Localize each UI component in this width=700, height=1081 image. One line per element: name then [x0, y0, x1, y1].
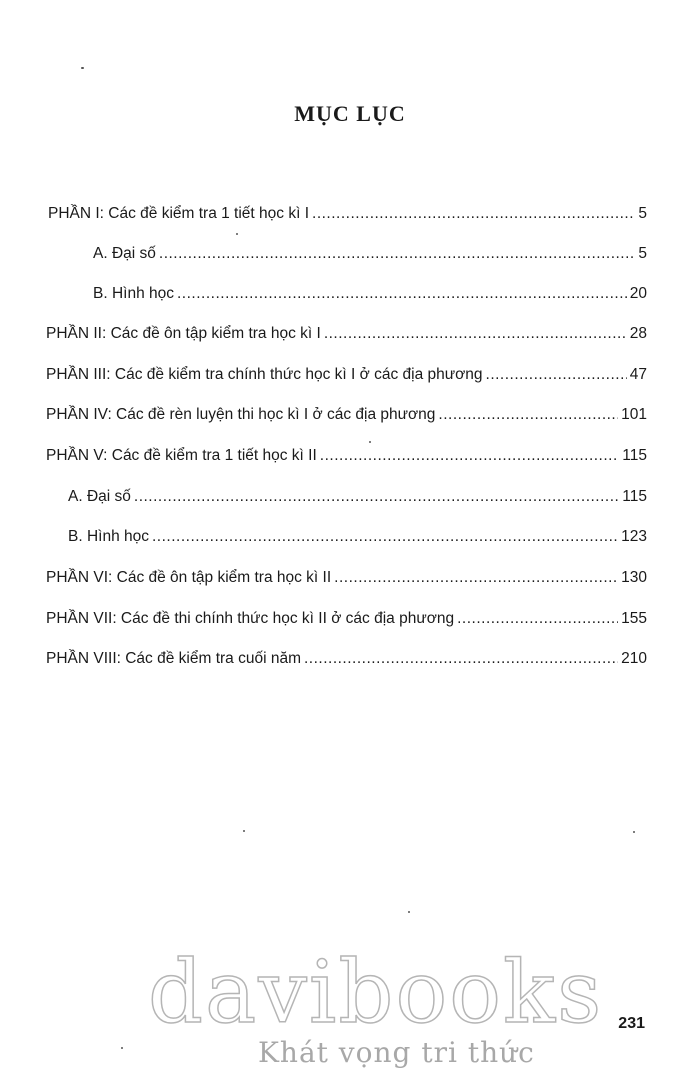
toc-leader-dots	[152, 526, 618, 548]
toc-entry-page: 123	[621, 528, 647, 545]
toc-leader-dots	[320, 445, 620, 467]
toc-leader-dots	[159, 243, 635, 265]
watermark-logo: davibooks	[148, 943, 604, 1043]
toc-entry-label: PHẦN VIII: Các đề kiểm tra cuối năm	[46, 650, 301, 667]
toc-entry-page: 5	[638, 245, 647, 262]
page-number: 231	[618, 1015, 645, 1032]
toc-leader-dots	[438, 404, 618, 426]
toc-entry-page: 101	[621, 406, 647, 423]
toc-entry-label: PHẦN III: Các đề kiểm tra chính thức học kì I ở các địa phương	[46, 366, 483, 383]
toc-entry-label: B. Hình học	[93, 285, 174, 302]
toc-entry-page: 5	[638, 205, 647, 222]
toc-leader-dots	[312, 203, 635, 225]
toc-entry-label: PHẦN VII: Các đề thi chính thức học kì II ở các địa phương	[46, 610, 455, 627]
watermark-tagline: Khát vọng tri thức	[258, 1036, 535, 1069]
toc-entry-label: PHẦN V: Các đề kiểm tra 1 tiết học kì II	[46, 447, 317, 464]
toc-entry-label: PHẦN II: Các đề ôn tập kiểm tra học kì I	[46, 325, 321, 342]
toc-leader-dots	[334, 567, 618, 589]
toc-leader-dots	[304, 648, 618, 670]
toc-entry-part-5-geometry[interactable]	[68, 526, 647, 548]
toc-entry-label: A. Đại số	[68, 488, 131, 505]
toc-entry-page: 47	[629, 366, 647, 383]
toc-entry-label: PHẦN IV: Các đề rèn luyện thi học kì I ở các địa phương	[46, 406, 436, 423]
toc-entry-part-1-algebra[interactable]	[93, 243, 647, 265]
scan-speck	[243, 830, 245, 832]
toc-entry-part-5[interactable]	[46, 445, 647, 467]
toc-entry-page: 155	[621, 610, 647, 627]
toc-leader-dots	[177, 283, 627, 305]
toc-entry-label: B. Hình học	[68, 528, 149, 545]
toc-entry-page: 28	[629, 325, 647, 342]
toc-leader-dots	[324, 323, 627, 345]
scan-speck	[369, 441, 371, 443]
toc-entry-page: 130	[621, 569, 647, 586]
scan-speck	[408, 911, 410, 913]
toc-entry-page: 210	[621, 650, 647, 667]
toc-entry-part-7[interactable]	[46, 608, 647, 630]
scan-speck	[633, 831, 635, 833]
toc-entry-part-1-geometry[interactable]	[93, 283, 647, 305]
toc-entry-part-1[interactable]	[48, 203, 647, 225]
toc-entry-label: PHẦN VI: Các đề ôn tập kiểm tra học kì II	[46, 569, 332, 586]
scan-speck	[236, 233, 238, 235]
toc-leader-dots	[486, 364, 627, 386]
toc-entry-part-6[interactable]	[46, 567, 647, 589]
toc-entry-page: 115	[622, 447, 647, 464]
toc-leader-dots	[134, 486, 619, 508]
toc-entry-label: PHẦN I: Các đề kiểm tra 1 tiết học kì I	[48, 205, 310, 222]
scan-speck	[81, 67, 84, 69]
toc-leader-dots	[457, 608, 618, 630]
toc-entry-page: 115	[622, 488, 647, 505]
toc-entry-part-4[interactable]	[46, 404, 647, 426]
toc-entry-page: 20	[629, 285, 647, 302]
page-title: MỤC LỤC	[294, 101, 406, 126]
toc-entry-part-2[interactable]	[46, 323, 647, 345]
toc-entry-part-3[interactable]	[46, 364, 647, 386]
toc-entry-part-8[interactable]	[46, 648, 647, 670]
toc-entry-label: A. Đại số	[93, 245, 156, 262]
toc-entry-part-5-algebra[interactable]	[68, 486, 647, 508]
scan-speck	[121, 1047, 123, 1049]
